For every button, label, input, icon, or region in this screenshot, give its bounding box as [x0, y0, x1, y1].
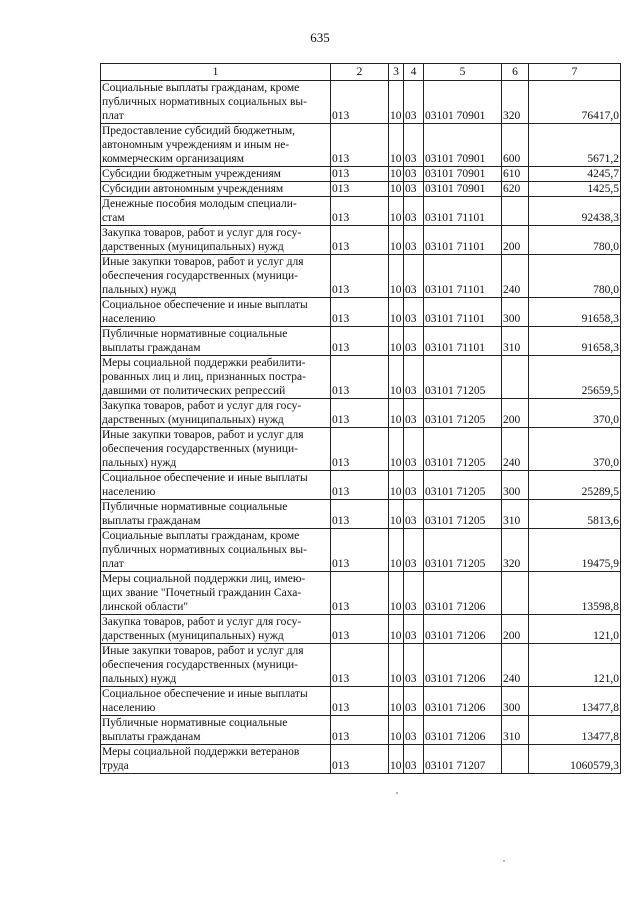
header-col-2: 2 — [331, 64, 389, 81]
row-subsection-code: 03 — [404, 226, 424, 255]
table-row — [101, 81, 621, 124]
row-subsection-code: 03 — [404, 428, 424, 471]
row-ministry-code: 013 — [331, 500, 389, 529]
row-section-code: 10 — [389, 255, 404, 298]
row-name-cell: Публичные нормативные социальные выплаты гражданам — [101, 716, 331, 745]
row-section-code: 10 — [389, 197, 404, 226]
row-expense-type — [502, 745, 529, 774]
row-expense-type: 200 — [502, 226, 529, 255]
row-section-code: 10 — [389, 124, 404, 167]
row-target-article: 03101 71205 — [424, 500, 502, 529]
row-section-code: 10 — [389, 644, 404, 687]
row-amount: 121,0 — [529, 615, 621, 644]
row-ministry-code: 013 — [331, 298, 389, 327]
row-expense-type: 300 — [502, 471, 529, 500]
row-target-article: 03101 71206 — [424, 644, 502, 687]
table-row — [101, 500, 621, 529]
table-row — [101, 226, 621, 255]
table-row — [101, 716, 621, 745]
header-col-6: 6 — [502, 64, 529, 81]
row-amount: 121,0 — [529, 644, 621, 687]
row-ministry-code: 013 — [331, 687, 389, 716]
row-section-code: 10 — [389, 529, 404, 572]
row-subsection-code: 03 — [404, 615, 424, 644]
row-name-cell: Меры социальной поддержки реабилити- рованных лиц и лиц, признанных постра- давшими от политических репрессий — [101, 356, 331, 399]
row-name-cell: Меры социальной поддержки лиц, имею- щих звание "Почетный гражданин Саха- линской области" — [101, 572, 331, 615]
row-section-code: 10 — [389, 226, 404, 255]
row-subsection-code: 03 — [404, 356, 424, 399]
row-expense-type: 300 — [502, 687, 529, 716]
row-section-code: 10 — [389, 687, 404, 716]
row-subsection-code: 03 — [404, 255, 424, 298]
row-subsection-code: 03 — [404, 167, 424, 182]
row-section-code: 10 — [390, 183, 402, 195]
row-section-code: 10 — [389, 81, 404, 124]
row-section-code: 10 — [389, 327, 404, 356]
row-target-article: 03101 70901 — [424, 81, 502, 124]
table-row — [101, 745, 621, 774]
row-target-article: 03101 71206 — [424, 572, 502, 615]
row-subsection-code: 03 — [404, 327, 424, 356]
row-subsection-code: 03 — [404, 298, 424, 327]
row-subsection-code: 03 — [404, 471, 424, 500]
row-name-cell: Субсидии автономным учреждениям — [101, 182, 331, 197]
row-target-article: 03101 70901 — [424, 124, 502, 167]
row-subsection-code: 03 — [404, 745, 424, 774]
row-name-cell: Меры социальной поддержки ветеранов труда — [101, 745, 331, 774]
row-name-cell: Денежные пособия молодым специали- стам — [101, 197, 331, 226]
row-ministry-code: 013 — [331, 197, 389, 226]
row-ministry-code: 013 — [331, 167, 389, 182]
header-col-4: 4 — [404, 64, 424, 81]
row-amount: 1425,5 — [529, 182, 621, 197]
row-ministry-code: 013 — [331, 124, 389, 167]
row-section-code: 10 — [389, 356, 404, 399]
row-amount: 1060579,3 — [529, 745, 621, 774]
row-name-cell: Социальное обеспечение и иные выплаты населению — [101, 687, 331, 716]
row-ministry-code: 013 — [331, 716, 389, 745]
row-amount: 780,0 — [529, 226, 621, 255]
row-subsection-code: 03 — [404, 716, 424, 745]
header-col-7: 7 — [529, 64, 621, 81]
row-expense-type: 320 — [502, 529, 529, 572]
row-expense-type: 240 — [502, 428, 529, 471]
scan-speck — [503, 860, 505, 862]
row-ministry-code: 013 — [331, 644, 389, 687]
row-ministry-code: 013 — [331, 399, 389, 428]
row-target-article: 03101 71101 — [424, 226, 502, 255]
row-section-code: 10 — [390, 168, 402, 180]
row-name-cell: Закупка товаров, работ и услуг для госу- дарственных (муниципальных) нужд — [101, 226, 331, 255]
row-amount: 92438,3 — [529, 197, 621, 226]
row-expense-type: 310 — [502, 327, 529, 356]
row-amount: 5813,6 — [529, 500, 621, 529]
row-name-cell: Иные закупки товаров, работ и услуг для обеспечения государственных (муници- пальных) нужд — [101, 428, 331, 471]
row-section-code: 10 — [389, 298, 404, 327]
row-ministry-code: 013 — [331, 327, 389, 356]
row-amount: 13598,8 — [529, 572, 621, 615]
row-expense-type — [502, 572, 529, 615]
row-subsection-code: 03 — [404, 197, 424, 226]
row-section-code: 10 — [389, 572, 404, 615]
row-expense-type: 310 — [502, 500, 529, 529]
row-target-article: 03101 71101 — [424, 327, 502, 356]
page-number: 635 — [310, 30, 330, 45]
row-name-cell: Социальные выплаты гражданам, кроме публичных нормативных социальных вы- плат — [101, 81, 331, 124]
row-expense-type: 300 — [502, 298, 529, 327]
row-expense-type: 320 — [502, 81, 529, 124]
header-row — [101, 64, 621, 81]
row-subsection-code: 03 — [404, 529, 424, 572]
row-amount: 25659,5 — [529, 356, 621, 399]
budget-table — [100, 63, 621, 774]
row-target-article: 03101 71206 — [424, 615, 502, 644]
row-name-cell: Предоставление субсидий бюджетным, автономным учреждениям и иным не- коммерческим организациям — [101, 124, 331, 167]
row-section-code: 10 — [389, 399, 404, 428]
table-row — [101, 124, 621, 167]
header-col-3: 3 — [389, 64, 404, 81]
row-amount: 25289,5 — [529, 471, 621, 500]
row-name-cell: Социальное обеспечение и иные выплаты населению — [101, 298, 331, 327]
row-subsection-code: 03 — [404, 81, 424, 124]
row-amount: 19475,9 — [529, 529, 621, 572]
row-ministry-code: 013 — [331, 529, 389, 572]
row-target-article: 03101 71205 — [424, 399, 502, 428]
row-ministry-code: 013 — [331, 572, 389, 615]
table-row — [101, 572, 621, 615]
row-expense-type: 600 — [502, 124, 529, 167]
row-subsection-code: 03 — [404, 124, 424, 167]
row-ministry-code: 013 — [331, 182, 389, 197]
row-amount: 4245,7 — [529, 167, 621, 182]
row-target-article: 03101 70901 — [424, 182, 502, 197]
row-target-article: 03101 71205 — [424, 471, 502, 500]
table-body — [101, 81, 621, 774]
row-subsection-code: 03 — [404, 500, 424, 529]
row-ministry-code: 013 — [331, 428, 389, 471]
row-amount: 91658,3 — [529, 327, 621, 356]
row-expense-type: 620 — [502, 182, 529, 197]
row-target-article: 03101 71101 — [424, 255, 502, 298]
table-row — [101, 615, 621, 644]
row-ministry-code: 013 — [331, 745, 389, 774]
row-ministry-code: 013 — [331, 471, 389, 500]
row-expense-type — [502, 356, 529, 399]
table-header — [101, 64, 621, 81]
row-subsection-code: 03 — [404, 687, 424, 716]
row-ministry-code: 013 — [331, 226, 389, 255]
table-row — [101, 255, 621, 298]
row-name-cell: Социальное обеспечение и иные выплаты населению — [101, 471, 331, 500]
table-row — [101, 197, 621, 226]
row-ministry-code: 013 — [331, 356, 389, 399]
table-row — [101, 529, 621, 572]
table-row — [101, 687, 621, 716]
table-row — [101, 327, 621, 356]
row-expense-type: 200 — [502, 615, 529, 644]
row-ministry-code: 013 — [331, 615, 389, 644]
row-ministry-code: 013 — [331, 81, 389, 124]
row-target-article: 03101 71206 — [424, 687, 502, 716]
row-target-article: 03101 71205 — [424, 529, 502, 572]
row-name-cell: Социальные выплаты гражданам, кроме публичных нормативных социальных вы- плат — [101, 529, 331, 572]
row-amount: 76417,0 — [529, 81, 621, 124]
row-expense-type: 240 — [502, 255, 529, 298]
row-name-cell: Публичные нормативные социальные выплаты гражданам — [101, 327, 331, 356]
row-section-code: 10 — [389, 615, 404, 644]
table-row — [101, 428, 621, 471]
table-row — [101, 298, 621, 327]
row-target-article: 03101 71206 — [424, 716, 502, 745]
row-subsection-code: 03 — [404, 644, 424, 687]
row-amount: 5671,2 — [529, 124, 621, 167]
row-expense-type: 310 — [502, 716, 529, 745]
row-name-cell: Иные закупки товаров, работ и услуг для обеспечения государственных (муници- пальных) нужд — [101, 644, 331, 687]
row-ministry-code: 013 — [331, 255, 389, 298]
row-section-code: 10 — [389, 471, 404, 500]
row-name-cell: Иные закупки товаров, работ и услуг для обеспечения государственных (муници- пальных) нужд — [101, 255, 331, 298]
row-name-cell: Публичные нормативные социальные выплаты гражданам — [101, 500, 331, 529]
table-row — [101, 399, 621, 428]
row-amount: 13477,8 — [529, 716, 621, 745]
row-expense-type: 610 — [502, 167, 529, 182]
row-amount: 370,0 — [529, 428, 621, 471]
row-section-code: 10 — [389, 745, 404, 774]
row-section-code: 10 — [389, 500, 404, 529]
row-target-article: 03101 71101 — [424, 298, 502, 327]
header-col-1: 1 — [101, 64, 331, 81]
row-section-code: 10 — [389, 716, 404, 745]
row-amount: 13477,8 — [529, 687, 621, 716]
row-name-cell: Закупка товаров, работ и услуг для госу- дарственных (муниципальных) нужд — [101, 399, 331, 428]
row-subsection-code: 03 — [404, 182, 424, 197]
row-section-code: 10 — [389, 428, 404, 471]
table-row — [101, 644, 621, 687]
table-row — [101, 356, 621, 399]
row-target-article: 03101 70901 — [424, 167, 502, 182]
row-target-article: 03101 71101 — [424, 197, 502, 226]
row-amount: 370,0 — [529, 399, 621, 428]
row-name-cell: Субсидии бюджетным учреждениям — [101, 167, 331, 182]
row-amount: 780,0 — [529, 255, 621, 298]
row-expense-type: 240 — [502, 644, 529, 687]
row-subsection-code: 03 — [404, 399, 424, 428]
table-row — [101, 471, 621, 500]
scan-speck — [396, 792, 398, 794]
row-amount: 91658,3 — [529, 298, 621, 327]
row-expense-type: 200 — [502, 399, 529, 428]
header-col-5: 5 — [424, 64, 502, 81]
table-row — [101, 167, 621, 182]
row-target-article: 03101 71205 — [424, 356, 502, 399]
row-target-article: 03101 71207 — [424, 745, 502, 774]
row-target-article: 03101 71205 — [424, 428, 502, 471]
row-subsection-code: 03 — [404, 572, 424, 615]
row-expense-type — [502, 197, 529, 226]
row-name-cell: Закупка товаров, работ и услуг для госу- дарственных (муниципальных) нужд — [101, 615, 331, 644]
table-row — [101, 182, 621, 197]
